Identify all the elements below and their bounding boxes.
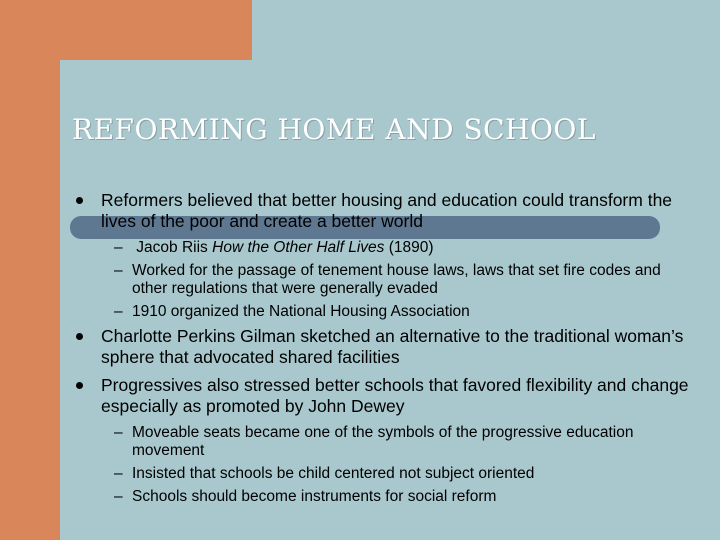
book-title: How the Other Half Lives xyxy=(212,239,385,256)
dash-icon: – xyxy=(114,262,123,279)
bullet-item xyxy=(72,190,692,232)
bullet-dot-icon xyxy=(76,382,83,389)
sub-list xyxy=(72,239,692,321)
bullet-item xyxy=(72,375,692,417)
sub-item xyxy=(72,303,692,321)
sub-item xyxy=(72,488,692,506)
sub-item-text: Worked for the passage of tenement house laws, laws that set fire codes and other regulations that were generally evaded xyxy=(132,262,661,297)
bullet-item xyxy=(72,326,692,368)
sub-list xyxy=(72,424,692,506)
dash-icon: – xyxy=(114,239,123,256)
sub-item xyxy=(72,424,692,460)
left-accent-band xyxy=(0,0,60,540)
bullet-text: Progressives also stressed better schools that favored flexibility and change especially as promoted by John Dewey xyxy=(101,375,689,416)
bullet-dot-icon xyxy=(76,333,83,340)
slide-body xyxy=(72,190,692,511)
dash-icon: – xyxy=(114,488,123,505)
dash-icon: – xyxy=(114,303,123,320)
sub-item-text: Insisted that schools be child centered not subject oriented xyxy=(132,465,535,482)
sub-item-text: 1910 organized the National Housing Association xyxy=(132,303,470,320)
sub-item xyxy=(72,262,692,298)
dash-icon: – xyxy=(114,465,123,482)
sub-item-text: Moveable seats became one of the symbols of the progressive education movement xyxy=(132,424,634,459)
sub-item xyxy=(72,239,692,257)
bullet-dot-icon xyxy=(76,197,83,204)
bullet-text: Charlotte Perkins Gilman sketched an alternative to the traditional woman’s sphere that advocated shared facilities xyxy=(101,326,684,367)
sub-item xyxy=(72,465,692,483)
dash-icon: – xyxy=(114,424,123,441)
bullet-text: Reformers believed that better housing and education could transform the lives of the poor and create a better world xyxy=(101,190,673,231)
sub-item-text: Jacob Riis How the Other Half Lives (1890) xyxy=(132,239,434,256)
slide-title: REFORMING HOME AND SCHOOL xyxy=(72,113,596,146)
sub-item-text: Schools should become instruments for social reform xyxy=(132,488,497,505)
